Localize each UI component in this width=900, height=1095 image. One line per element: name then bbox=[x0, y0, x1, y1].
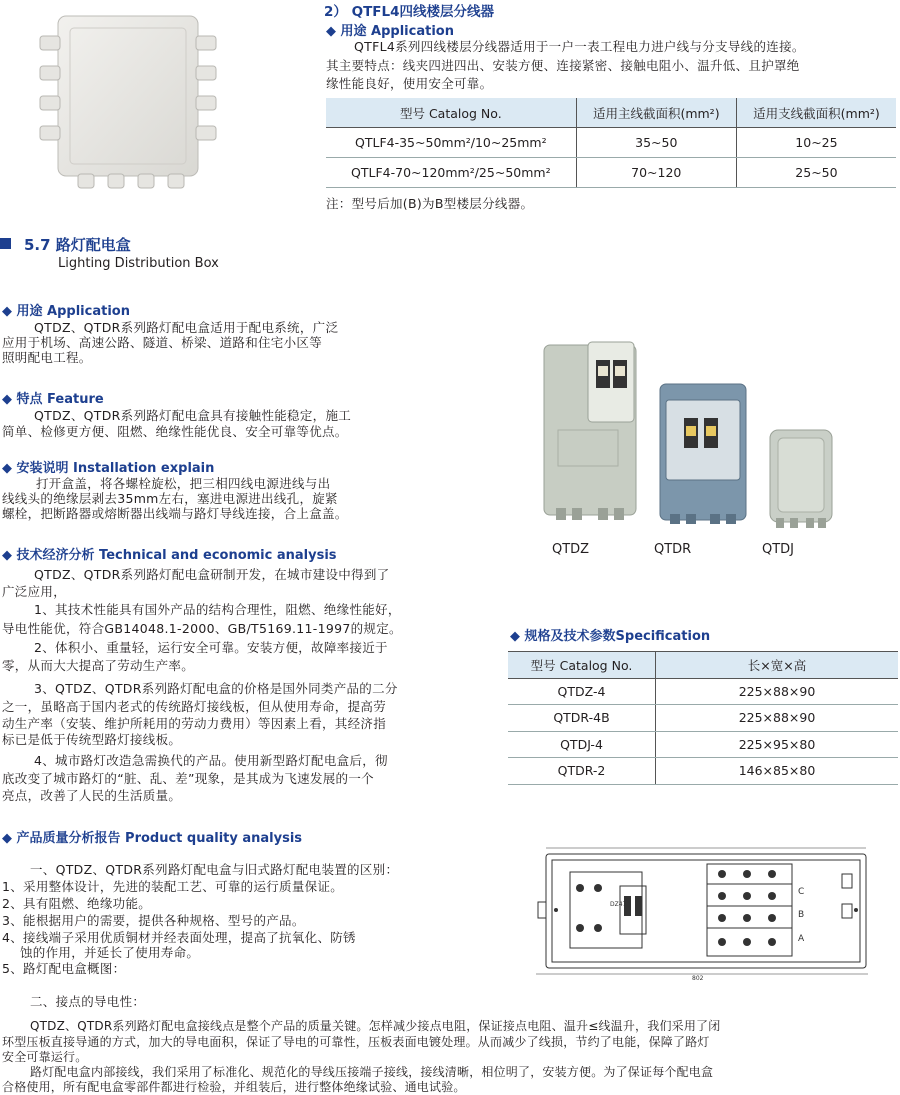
cell: 35~50 bbox=[576, 128, 736, 158]
cell: 225×95×80 bbox=[656, 731, 899, 758]
table-row bbox=[508, 705, 898, 732]
analysis-line: 2、体积小、重量轻，运行安全可靠。安装方便，故障率接近于 bbox=[34, 640, 388, 655]
product-label-qtdz: QTDZ bbox=[552, 542, 590, 557]
spec-col-catalog: 型号 Catalog No. bbox=[508, 652, 656, 679]
cell: 70~120 bbox=[576, 158, 736, 188]
analysis-line: QTDZ、QTDR系列路灯配电盒研制开发，在城市建设中得到了 bbox=[34, 567, 390, 582]
quality-line: 2、具有阻燃、绝缘功能。 bbox=[2, 896, 152, 911]
section-subtitle: Lighting Distribution Box bbox=[58, 256, 219, 271]
analysis-line: 动生产率（安装、维护所耗用的劳动力费用）等因素上看，其经济指 bbox=[2, 716, 387, 731]
spec-heading: ◆ 规格及技术参数Specification bbox=[510, 629, 711, 644]
install-line: 螺栓，把断路器或熔断器出线端与路灯导线连接，合上盒盖。 bbox=[2, 506, 348, 521]
quality-para1: QTDZ、QTDR系列路灯配电盒接线点是整个产品的质量关键。怎样减少接点电阻，保证接点电阻、温升≤线温升，我们采用了闭 bbox=[30, 1019, 721, 1033]
quality-line: 4、接线端子采用优质铜材并经表面处理，提高了抗氧化、防锈 bbox=[2, 930, 356, 945]
splitter-col-catalog: 型号 Catalog No. bbox=[326, 98, 576, 128]
analysis-line: 之一，虽略高于国内老式的传统路灯接线板，但从使用寿命，提高劳 bbox=[2, 699, 387, 714]
quality-para1: 环型压板直接导通的方式，加大的导电面积，保证了导电的可靠性，压板表面电镀处理。从而减少了线损，节约了电能，保障了路灯 bbox=[2, 1035, 710, 1049]
application-line: QTDZ、QTDR系列路灯配电盒适用于配电系统，广泛 bbox=[34, 320, 339, 335]
splitter-col-branch: 适用支线截面积(mm²) bbox=[736, 98, 896, 128]
table-row bbox=[508, 758, 898, 785]
analysis-line: 广泛应用， bbox=[2, 584, 67, 599]
application-heading: ◆ 用途 Application bbox=[2, 304, 130, 319]
install-line: 线线头的绝缘层剥去35mm左右，塞进电源进出线孔，旋紧 bbox=[2, 491, 338, 506]
analysis-line: 4、城市路灯改造急需换代的产品。使用新型路灯配电盒后，彻 bbox=[34, 753, 388, 768]
splitter-photo bbox=[30, 8, 230, 198]
splitter-col-main: 适用主线截面积(mm²) bbox=[576, 98, 736, 128]
product-label-qtdj: QTDJ bbox=[762, 542, 795, 557]
quality-line: 蚀的作用，并延长了使用寿命。 bbox=[20, 945, 200, 960]
cell: 10~25 bbox=[736, 128, 896, 158]
section-marker bbox=[0, 238, 11, 249]
cell: 146×85×80 bbox=[656, 758, 899, 785]
dimension-label: 802 bbox=[692, 975, 704, 982]
analysis-line: 亮点，改善了人民的生活质量。 bbox=[2, 788, 182, 803]
section-title: 5.7 路灯配电盒 bbox=[24, 236, 131, 254]
quality-para2: 路灯配电盒内部接线，我们采用了标准化、规范化的导线压接端子接线，接线清晰，相位明了，安装方便。为了保证每个配电盒 bbox=[30, 1065, 714, 1079]
cell: 225×88×90 bbox=[656, 678, 899, 705]
splitter-table bbox=[326, 98, 896, 188]
quality-line: 1、采用整体设计，先进的装配工艺、可靠的运行质量保证。 bbox=[2, 879, 344, 894]
cell: QTDZ-4 bbox=[508, 678, 656, 705]
phase-label-a: A bbox=[798, 934, 805, 944]
cell: QTDJ-4 bbox=[508, 731, 656, 758]
application-line: 应用于机场、高速公路、隧道、桥梁、道路和住宅小区等 bbox=[2, 335, 323, 350]
quality-line: 3、能根据用户的需要，提供各种规格、型号的产品。 bbox=[2, 913, 305, 928]
table-row bbox=[508, 731, 898, 758]
splitter-app-line-2: 其主要特点：线夹四进四出、安装方便、连接紧密、接触电阻小、温升低、且护罩绝 bbox=[326, 58, 800, 73]
install-line: 打开盒盖，将各螺栓旋松，把三相四线电源进线与出 bbox=[36, 476, 331, 491]
splitter-application-heading: ◆ 用途 Application bbox=[326, 24, 454, 39]
quality-line: 一、QTDZ、QTDR系列路灯配电盒与旧式路灯配电装置的区别： bbox=[30, 862, 399, 877]
cell: 25~50 bbox=[736, 158, 896, 188]
phase-label-b: B bbox=[798, 910, 805, 920]
table-row bbox=[508, 678, 898, 705]
wiring-diagram bbox=[532, 846, 892, 982]
quality-line: 5、路灯配电盒概图： bbox=[2, 961, 126, 976]
feature-line: 简单、检修更方便、阻燃、绝缘性能优良、安全可靠等优点。 bbox=[2, 424, 348, 439]
spec-table bbox=[508, 651, 898, 785]
qtdr-photo bbox=[652, 378, 752, 528]
product-label-qtdr: QTDR bbox=[654, 542, 692, 557]
table-row bbox=[326, 158, 896, 188]
analysis-line: 导电性能优，符合GB14048.1-2000、GB/T5169.11-1997的规定。 bbox=[2, 621, 402, 636]
table-row bbox=[326, 128, 896, 158]
analysis-line: 零，从而大大提高了劳动生产率。 bbox=[2, 658, 195, 673]
qtdz-photo bbox=[536, 330, 646, 530]
cell: 225×88×90 bbox=[656, 705, 899, 732]
application-line: 照明配电工程。 bbox=[2, 350, 92, 365]
feature-heading: ◆ 特点 Feature bbox=[2, 392, 104, 407]
cell: QTLF4-35~50mm²/10~25mm² bbox=[326, 128, 576, 158]
breaker-label: DZ47 bbox=[610, 901, 627, 908]
spec-col-dimensions: 长×宽×高 bbox=[656, 652, 899, 679]
quality-para2: 合格使用，所有配电盒零部件都进行检验，并组装后，进行整体绝缘试验、通电试验。 bbox=[2, 1080, 466, 1094]
splitter-app-line-1: QTFL4系列四线楼层分线器适用于一户一表工程电力进户线与分支导线的连接。 bbox=[354, 39, 805, 54]
splitter-table-header bbox=[326, 98, 896, 128]
splitter-app-line-3: 缘性能良好，使用安全可靠。 bbox=[326, 76, 493, 91]
cell: QTDR-2 bbox=[508, 758, 656, 785]
analysis-line: 底改变了城市路灯的“脏、乱、差”现象，是其成为飞速发展的一个 bbox=[2, 771, 374, 786]
install-heading: ◆ 安装说明 Installation explain bbox=[2, 461, 215, 476]
splitter-note: 注：型号后加(B)为B型楼层分线器。 bbox=[326, 196, 534, 211]
cell: QTDR-4B bbox=[508, 705, 656, 732]
qtdj-photo bbox=[760, 420, 840, 530]
spec-table-header bbox=[508, 652, 898, 679]
quality-para1: 安全可靠运行。 bbox=[2, 1050, 88, 1064]
quality-heading: ◆ 产品质量分析报告 Product quality analysis bbox=[2, 831, 303, 846]
quality-sub2: 二、接点的导电性： bbox=[30, 994, 146, 1009]
analysis-line: 3、QTDZ、QTDR系列路灯配电盒的价格是国外同类产品的二分 bbox=[34, 681, 398, 696]
feature-line: QTDZ、QTDR系列路灯配电盒具有接触性能稳定，施工 bbox=[34, 408, 352, 423]
cell: QTLF4-70~120mm²/25~50mm² bbox=[326, 158, 576, 188]
analysis-line: 标已是低于传统型路灯接线板。 bbox=[2, 732, 182, 747]
splitter-title: 2） QTFL4四线楼层分线器 bbox=[324, 4, 494, 20]
phase-label-c: C bbox=[798, 887, 805, 897]
analysis-heading: ◆ 技术经济分析 Technical and economic analysis bbox=[2, 548, 337, 563]
analysis-line: 1、其技术性能具有国外产品的结构合理性，阻燃、绝缘性能好， bbox=[34, 602, 401, 617]
